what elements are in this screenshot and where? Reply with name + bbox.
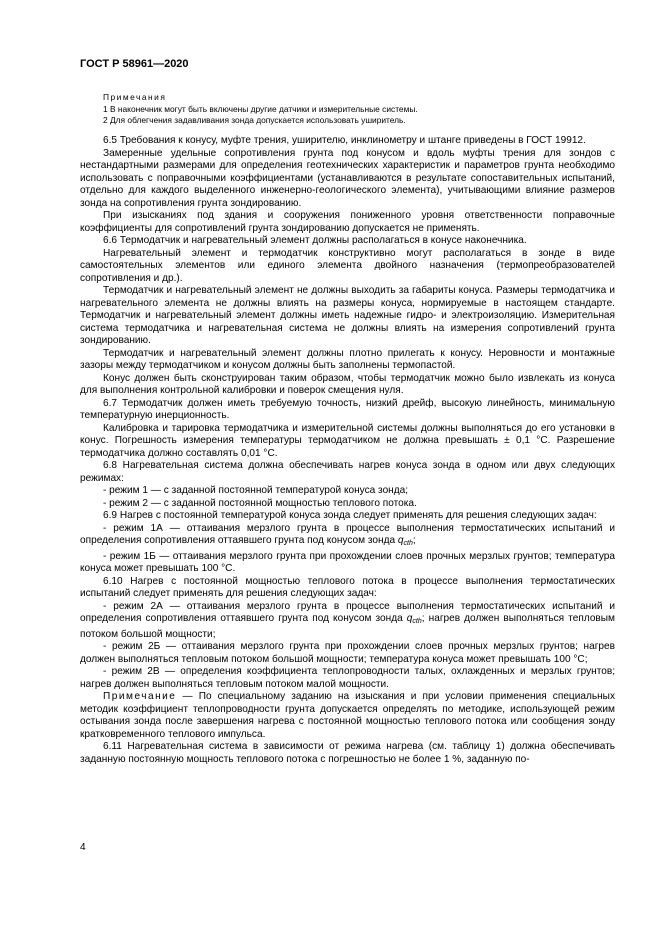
- paragraph: Нагревательный элемент и термодатчик конструктивно могут располагаться в зонде в виде самостоятельных элементов или единого элемента двойного назначения (термопреобразователей сопротивления и др.).: [80, 247, 615, 284]
- document-header: ГОСТ Р 58961—2020: [80, 58, 189, 70]
- paragraph: Термодатчик и нагревательный элемент должны плотно прилегать к конусу. Неровности и монтажные зазоры между термодатчиком и конусом должны быть заполнены термопастой.: [80, 347, 615, 371]
- list-item-text-end: ;: [412, 535, 416, 546]
- paragraph: Конус должен быть сконструирован таким образом, чтобы термодатчик можно было извлекать из конуса для выполнения контрольной калибровки и поверок смещения нуля.: [80, 372, 615, 396]
- paragraph: 6.5 Требования к конусу, муфте трения, уширителю, инклинометру и штанге приведены в ГОСТ 19912.: [103, 135, 586, 146]
- q-symbol: q: [397, 535, 404, 546]
- list-item: - режим 2Б — оттаивания мерзлого грунта при прохождении слоев прочных мерзлых грунтов; нагрев должен выполняться тепловым потоком большой мощности; температура конуса может превышать 100 °С;: [80, 641, 615, 665]
- note-2: [80, 691, 615, 741]
- paragraph: 6.9 Нагрев с постоянной температурой конуса зонда следует применять для решения следующих задач:: [103, 510, 597, 521]
- q-symbol: q: [406, 613, 413, 624]
- list-item-text-end: ; нагрев должен выполняться тепловым потоком большой мощности;: [80, 613, 615, 640]
- note-item: 2 Для облегчения задавливания зонда допускается использовать уширитель.: [103, 115, 406, 125]
- list-item: [80, 523, 615, 551]
- notes-block: [80, 92, 615, 126]
- paragraph: 6.6 Термодатчик и нагревательный элемент должны располагаться в конусе наконечника.: [103, 235, 527, 246]
- note-2-label: Примечание: [103, 691, 177, 702]
- list-item: - режим 2 — с заданной постоянной мощностью теплового потока.: [103, 497, 417, 509]
- list-item: - режим 1Б — оттаивания мерзлого грунта при прохождении слоев прочных мерзлых грунтов; температура конуса может превышать 100 °С.: [80, 550, 615, 574]
- paragraph: Калибровка и тарировка термодатчика и измерительной системы должны выполняться до его установки в конус. Погрешность измерения температуры термодатчиком не должна превышать ± 0,1 °С. Разрешение термодатчика должно составлять 0,01 °С.: [80, 422, 615, 459]
- list-item: - режим 2В — определения коэффициента теплопроводности талых, охлажденных и мерзлых грунтов; нагрев должен выполняться тепловым потоком малой мощности.: [80, 666, 615, 690]
- note-item: 1 В наконечник могут быть включены другие датчики и измерительные системы.: [103, 104, 418, 114]
- paragraph: 6.8 Нагревательная система должна обеспечивать нагрев конуса зонда в одном или двух следующих режимах:: [80, 460, 615, 484]
- list-item-text: - режим 2А — оттаивания мерзлого грунта в процессе выполнения термостатических испытаний и определения сопротивления оттаявшего грунта под конусом зонда: [80, 600, 615, 624]
- list-item: [80, 601, 615, 642]
- q-subscript: cth: [403, 540, 413, 547]
- paragraph: Замеренные удельные сопротивления грунта под конусом и вдоль муфты трения для зондов с нестандартными размерами для определения геотехнических характеристик и параметров грунта необходимо использовать с поправочными коэффициентами (устанавливаются в результате сопоставительных испытаний, отдельно для каждого выделенного инженерно-геологического элемента), учитывающими влияние размеров зонда на сопротивления грунта зондированию.: [80, 147, 615, 209]
- note-2-text: — По специальному заданию на изыскания и при условии применения специальных методик коэффициент теплопроводности грунта допускается определять по методике, использующей режим остывания зонда после завершения нагрева с постоянной мощностью теплового потока или сообщения зонду кратковременного теплового импульса.: [80, 691, 615, 740]
- paragraph: 6.10 Нагрев с постоянной мощностью теплового потока в процессе выполнения термостатических испытаний следует применять для решения следующих задач:: [80, 575, 615, 599]
- q-subscript: cth: [412, 618, 422, 625]
- paragraph: 6.7 Термодатчик должен иметь требуемую точность, низкий дрейф, высокую линейность, минимальную температурную инерционность.: [80, 397, 615, 421]
- page-number: 4: [80, 842, 86, 853]
- document-body: [80, 135, 615, 766]
- list-item-text: - режим 1А — оттаивания мерзлого грунта в процессе выполнения термостатических испытаний и определения сопротивления оттаявшего грунта под конусом зонда: [80, 522, 615, 546]
- list-item: - режим 1 — с заданной постоянной температурой конуса зонда;: [103, 485, 409, 496]
- paragraph: Термодатчик и нагревательный элемент не должны выходить за габариты конуса. Размеры термодатчика и нагревательного элемента не должны влиять на размеры конуса, нормируемые в настоящем стандарте. Термодатчик и нагревательный элемент должны иметь надежные гидро- и электроизоляцию. Измерительная система термодатчика и нагревательная система не должны влиять на измерения сопротивлений грунта зондированию.: [80, 285, 615, 346]
- paragraph: 6.11 Нагревательная система в зависимости от режима нагрева (см. таблицу 1) должна обеспечивать заданную постоянную мощность теплового потока с погрешностью не более 1 %, заданную по-: [80, 741, 615, 765]
- paragraph: При изысканиях под здания и сооружения пониженного уровня ответственности поправочные коэффициенты для сопротивлений грунта зондированию допускается не применять.: [80, 210, 615, 234]
- notes-title: Примечания: [103, 92, 167, 102]
